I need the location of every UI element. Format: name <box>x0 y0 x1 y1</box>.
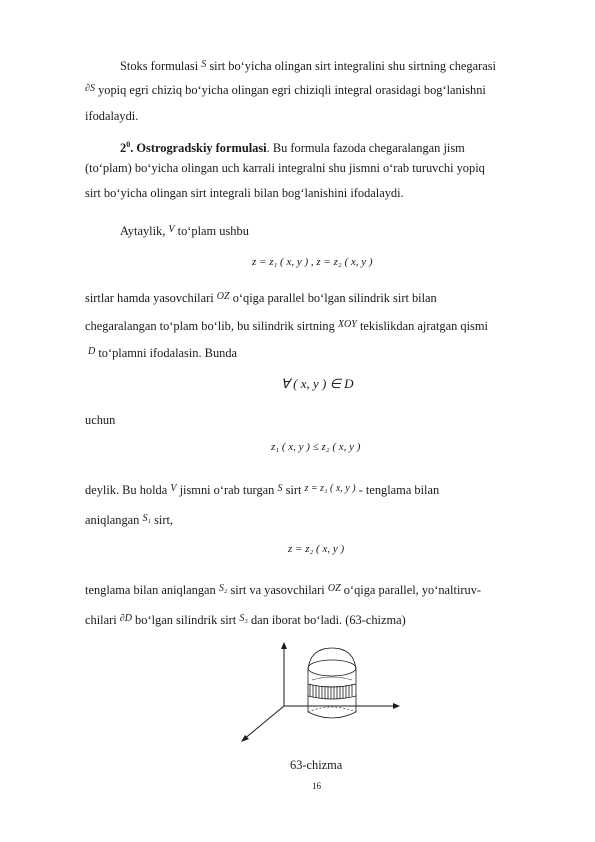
section-heading: . Ostrogradskiy formulasi <box>130 141 267 155</box>
text-fragment: chegaralangan to‘plam bo‘lib, bu silindrik sirtning <box>85 319 335 333</box>
text-fragment: sirt va yasovchilari <box>230 583 325 597</box>
text-fragment: . Bu formula fazoda chegaralangan jism <box>266 141 465 155</box>
text-line-15 <box>85 612 406 630</box>
figure-caption: 63-chizma <box>290 758 343 772</box>
inner-curve <box>312 677 352 680</box>
math-symbol: S₃ <box>239 613 248 624</box>
y-axis-arrow <box>393 703 400 709</box>
text-fragment: dan iborat bo‘ladi. (63-chizma) <box>250 613 406 627</box>
text-fragment: aniqlangan <box>85 513 140 527</box>
text-line-3 <box>85 108 138 124</box>
text-line-13 <box>85 512 173 530</box>
text-fragment: (to‘plam) bo‘yicha olingan uch karrali integralni shu jismni o‘rab turuvchi yopiq <box>85 161 485 175</box>
math-symbol: XOY <box>337 319 357 330</box>
page-number: 16 <box>312 781 321 791</box>
math-symbol: z = z₁ ( x, y ) <box>304 483 356 494</box>
equation-surfaces: z = z₁ ( x, y ) , z = z₂ ( x, y ) <box>252 256 373 268</box>
text-fragment: chilari <box>85 613 117 627</box>
text-fragment: Stoks formulasi <box>120 59 199 73</box>
text-line-4 <box>120 137 465 156</box>
math-symbol: ∂D <box>119 613 132 624</box>
text-fragment: tenglama bilan aniqlangan <box>85 583 216 597</box>
text-fragment: to‘plam ushbu <box>177 224 249 238</box>
math-symbol: ∂S <box>85 83 95 94</box>
math-symbol: OZ <box>327 583 341 594</box>
text-fragment: o‘qiga parallel bo‘lgan silindrik sirt bilan <box>232 291 437 305</box>
top-dome <box>308 648 356 670</box>
text-line-9 <box>85 318 488 336</box>
x-axis <box>243 706 284 740</box>
text-fragment: - tenglama bilan <box>358 483 440 497</box>
text-fragment: sirt bo‘yicha olingan sirt integrali bilan bog‘lanishini ifodalaydi. <box>85 186 404 200</box>
math-symbol: OZ <box>216 291 230 302</box>
cylinder-figure <box>236 640 406 745</box>
text-fragment: yopiq egri chiziq bo‘yicha olingan egri chiziqli integral orasidagi bog‘lanishni <box>98 83 486 97</box>
text-fragment: uchun <box>85 413 116 427</box>
math-symbol: V <box>168 224 175 235</box>
text-fragment: sirtlar hamda yasovchilari <box>85 291 214 305</box>
z-axis-arrow <box>281 642 287 649</box>
text-fragment: bo‘lgan silindrik sirt <box>135 613 237 627</box>
base-region-d <box>308 712 356 718</box>
text-line-10 <box>88 345 237 363</box>
text-fragment: o‘qiga parallel, yo‘naltiruv- <box>343 583 482 597</box>
text-fragment: to‘plamni ifodalasin. Bunda <box>98 346 238 360</box>
text-line-5 <box>85 160 485 176</box>
text-line-14 <box>85 582 481 600</box>
base-region-back <box>308 707 356 712</box>
text-fragment: deylik. Bu holda <box>85 483 168 497</box>
text-fragment: tekislikdan ajratgan qismi <box>359 319 488 333</box>
text-line-7 <box>120 223 249 241</box>
math-symbol: S₁ <box>142 513 151 524</box>
text-fragment: Aytaylik, <box>120 224 166 238</box>
text-line-6 <box>85 185 404 201</box>
text-fragment: sirt <box>285 483 302 497</box>
equation-forall: ∀ ( x, y ) ∈ D <box>281 376 354 391</box>
text-line-11 <box>85 412 115 428</box>
math-symbol: D <box>88 346 96 357</box>
top-surface-s2 <box>308 660 356 676</box>
equation-inequality: z₁ ( x, y ) ≤ z₂ ( x, y ) <box>271 441 361 453</box>
text-line-8 <box>85 290 437 308</box>
section-number: $2^0$ <box>120 140 131 155</box>
text-fragment: jismni o‘rab turgan <box>179 483 275 497</box>
equation-surface-2: z = z₂ ( x, y ) <box>288 543 345 555</box>
text-line-1 <box>120 58 496 76</box>
math-symbol: S <box>201 59 207 70</box>
math-symbol: S₂ <box>218 583 228 594</box>
text-line-2 <box>85 82 486 100</box>
math-symbol: S <box>277 483 283 494</box>
math-symbol: V <box>170 483 177 494</box>
hatched-band <box>308 684 356 699</box>
text-fragment: ifodalaydi. <box>85 109 139 123</box>
text-line-12 <box>85 482 439 500</box>
text-fragment: sirt bo‘yicha olingan sirt integralini shu sirtning chegarasi <box>209 59 497 73</box>
text-fragment: sirt, <box>154 513 174 527</box>
